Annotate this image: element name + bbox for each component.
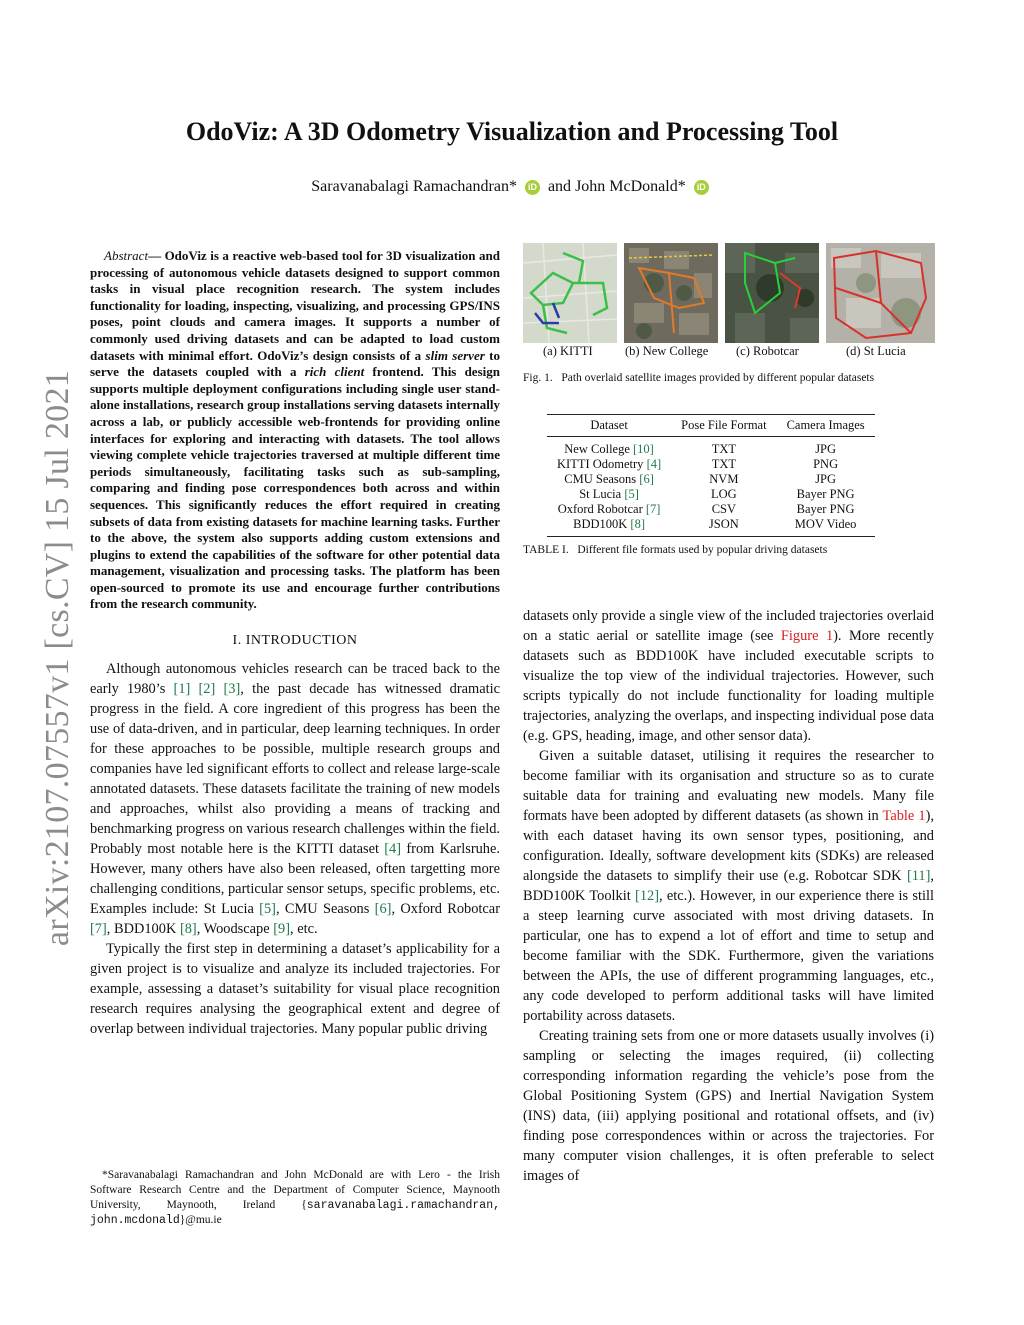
abstract-paragraph [90,248,500,613]
citation-link[interactable]: [12] [635,888,660,904]
footnote-text [90,1168,500,1228]
author-conjunction: and [547,178,572,195]
citation-link[interactable]: [10] [633,442,654,456]
right-column [523,606,934,1186]
arxiv-identifier-text: arXiv:2107.07557v1 [cs.CV] 15 Jul 2021 [39,369,76,947]
table-cell: TXT [711,442,736,456]
body-text: datasets only provide a single view of the included trajectories overlaid on a static aerial or satellite image (see [523,608,934,644]
citation-link[interactable]: [3] [223,681,241,698]
body-text: , BDD100K [106,921,180,938]
citation-link[interactable]: [2] [198,681,216,698]
citation-link[interactable]: [11] [906,868,931,884]
dataset-name: New College [564,442,634,456]
table-cell: Bayer PNG [796,487,855,501]
table-cell: NVM [709,472,739,486]
table-cell: CSV [711,502,737,516]
abstract-text: — OdoViz is a reactive web-based tool for 3D visualization and processing of autonomous vehicle datasets designed to support common tasks in visual place recognition research. The system includes functionality for loading, inspecting, visualizing, and processing GPS/INS poses, point clouds and camera images. It supports a number of commonly used driving datasets and can be adapted to load custom datasets with minimal effort. OdoViz’s design consists of a [90,248,500,363]
citation-link[interactable]: [7] [645,502,661,516]
section-heading: I. INTRODUCTION [232,633,358,649]
table-row [547,437,875,458]
citation-link[interactable]: [8] [179,921,197,938]
subcaption-st-lucia: (d) St Lucia [846,344,906,358]
table-row [547,472,875,487]
table-cell [547,472,671,487]
figure-1-caption [523,372,874,384]
table-cell: JPG [815,442,837,456]
table-cell: Bayer PNG [796,502,855,516]
figure-1-images [523,243,935,343]
left-column [90,248,500,1039]
arxiv-identifier [28,368,88,948]
author-1: Saravanabalagi Ramachandran* [311,178,517,195]
st-lucia-satellite-image [826,243,935,343]
body-text: , BDD100K Toolkit [523,868,934,904]
abstract-emphasis: rich client [304,364,365,380]
body-text: , etc.). However, in our experience there is still a steep learning curve associated with most driving datasets. In particular, one has to expend a lot of effort and time to setup and become familiar with the SDK. Furthermore, given the variations between the APIs, the use of different programming languages, etc., any code developed to perform additional tasks will have limited portability across datasets. [523,888,934,1024]
abstract [90,248,500,613]
table-cell: JSON [671,517,776,537]
table-cell: LOG [711,487,737,501]
dataset-name: KITTI Odometry [557,457,647,471]
table-cell [547,517,671,537]
abstract-text: to serve the datasets coupled with a [90,347,500,380]
citation-link[interactable]: [6] [374,901,392,918]
table-cell: MOV Video [777,517,875,537]
table-cell [547,437,671,458]
table-cell: TXT [711,457,736,471]
table-cell: JPG [815,472,837,486]
table-header-row [547,415,875,437]
subcaption-kitti: (a) KITTI [543,344,593,358]
table-reference-link[interactable]: Table 1 [882,808,926,824]
table-cell: PNG [813,457,839,471]
body-text: ). More recently datasets such as BDD100K have included executable scripts to visualize the top view of the individual trajectories. However, such scripts typically do not include functionality for loading multiple trajectories, analyzing the overlaps, and inspecting individual pose data (e.g. GPS, heading, image, and other sensor data). [523,628,934,744]
citation-link[interactable]: [9] [273,921,291,938]
table-cell [547,457,671,472]
citation-link[interactable]: [6] [639,472,654,486]
dataset-formats-table [547,414,875,537]
table-row [547,487,875,502]
abstract-emphasis: slim server [425,347,485,363]
table-cell [547,502,671,517]
orcid-icon[interactable]: iD [694,180,709,195]
body-text: ), with each dataset having its own sensor types, positioning, and configuration. Ideally, software development kits (SDKs) are released alongside the datasets to simplify their use (e.g. Robotcar SDK [523,808,935,884]
body-text: Although autonomous vehicles research can be traced back to the early 1980’s [90,661,500,698]
body-text: from Karlsruhe. However, many others have also been released, often targetting more challenging conditions, particular sensor setups, specific problems, etc. Examples include: St Lucia [90,841,500,918]
column-header: Pose File Format [671,415,776,437]
footnote-domain: }@mu.ie [179,1214,222,1226]
dataset-name: Oxford Robotcar [557,502,646,516]
table-row [547,502,875,517]
figure-reference-link[interactable]: Figure 1 [780,628,834,644]
citation-link[interactable]: [5] [624,487,639,501]
author-2: John McDonald* [575,178,686,195]
body-text: , etc. [290,921,318,938]
intro-paragraph-1 [90,659,500,939]
footnote-brace: { [301,1199,307,1211]
kitti-satellite-image [523,243,617,343]
dataset-name: BDD100K [573,517,631,531]
citation-link[interactable]: [4] [384,841,402,858]
figure-label: Fig. 1. [523,372,553,384]
citation-link[interactable]: [5] [259,901,276,918]
table-cell [547,487,671,502]
table-1-caption [523,544,827,556]
right-paragraph-3: Creating training sets from one or more datasets usually involves (i) sampling or selecting the images required, (ii) collecting corresponding information regarding the vehicle’s pose from the Global Positioning System (GPS) and Inertial Navigation System (INS) data, (iii) applying positional and rotational offsets, and (iv) finding pose correspondences within or across the trajectories. For many computer vision challenges, it is often preferable to select images of [523,1028,934,1184]
intro-paragraph-2: Typically the first step in determining a dataset’s applicability for a given project is to visualize and analyze its included trajectories. For example, assessing a dataset’s suitability for visual place recognition research requires analysing the geographical extent and degree of overlap between individual trajectories. Many popular public driving [90,941,500,1038]
citation-link[interactable]: [1] [173,681,191,698]
column-header: Dataset [547,415,671,437]
citation-link[interactable]: [4] [646,457,662,471]
subcaption-robotcar: (c) Robotcar [736,344,799,358]
body-text: Given a suitable dataset, utilising it requires the researcher to become familiar with its organisation and structure so as to curate suitable data for training and evaluating new models. Many file formats have been adopted by different datasets (as shown in [523,748,934,824]
body-text: , CMU Seasons [275,901,375,918]
table-row [547,457,875,472]
robotcar-satellite-image [725,243,819,343]
author-line [0,178,1024,196]
body-text: , Woodscape [196,921,274,938]
dataset-name: St Lucia [579,487,625,501]
right-paragraph-1 [523,606,934,746]
column-header: Camera Images [777,415,875,437]
footnote-affiliation: *Saravanabalagi Ramachandran and John McDonald are with Lero - the Irish Software Research Centre and the Department of Computer Science, Maynooth University, Maynooth, Ireland [90,1169,500,1211]
orcid-icon[interactable]: iD [525,180,540,195]
subcaption-new-college: (b) New College [625,344,709,358]
citation-link[interactable]: [8] [630,517,645,531]
footnote-emails[interactable]: saravanabalagi.ramachandran, john.mcdonald [90,1199,500,1227]
table-label: TABLE I. [523,544,569,556]
body-text: , Oxford Robotcar [391,901,500,918]
right-paragraph-2 [523,746,934,1026]
dataset-name: CMU Seasons [564,472,640,486]
table-row [547,517,875,537]
body-text: , the past decade has witnessed dramatic progress in the field. A core ingredient of this progress has been the use of data-driven, and in particular, deep learning techniques. In order for these approaches to be possible, multiple research groups and companies have led significant efforts to collect and release large-scale annotated datasets. These datasets facilitate the training of new models and approaches, whilst also providing a means of tracking and benchmarking progress on various research challenges within the field. Probably most notable here is the KITTI dataset [90,681,500,858]
table-caption-text: Different file formats used by popular driving datasets [577,544,828,556]
new-college-satellite-image [624,243,718,343]
abstract-text: frontend. This design supports multiple deployment configurations including single user stand-alone installations, research group installations serving datasets internally across a lab, or publicly accessible web-frontends for providing online interfaces for exploring and interacting with datasets. The tool allows viewing complete vehicle trajectories traversed at multiple different time periods simultaneously, facilitating tasks such as sub-sampling, comparing and finding pose correspondences both across and within sequences. This significantly reduces the effort required in creating subsets of data from existing datasets for machine learning tasks. Further to the above, the system also supports adding custom extensions and plugins to extend the capabilities of the software for other potential data management, visualization and processing tasks. The platform has been open-sourced to promote its use and encourage further contributions from the research community. [90,364,500,612]
footnote [90,1168,500,1228]
figure-caption-text: Path overlaid satellite images provided by different popular datasets [561,372,875,384]
abstract-label: Abstract [104,248,149,263]
citation-link[interactable]: [7] [90,921,107,938]
paper-title: OdoViz: A 3D Odometry Visualization and Processing Tool [185,117,839,146]
